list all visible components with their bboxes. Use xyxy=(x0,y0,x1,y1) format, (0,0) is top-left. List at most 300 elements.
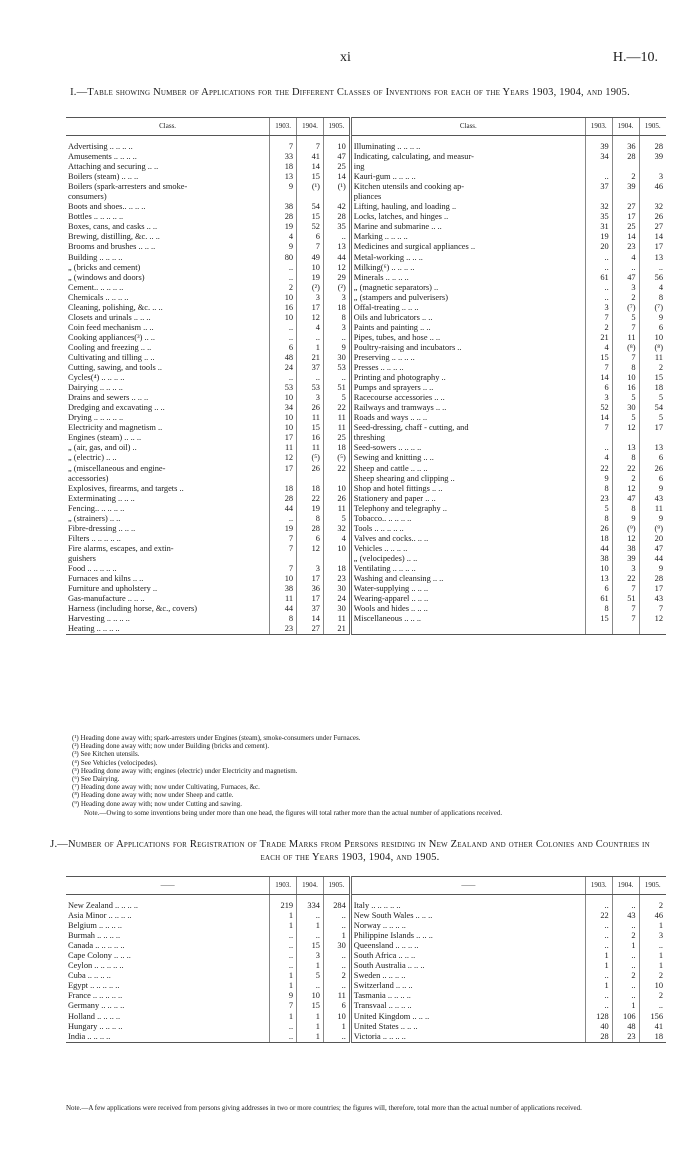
cell-label-left: Egypt .. .. .. .. .. xyxy=(68,981,120,991)
cell-label-right: Shop and hotel fittings .. .. xyxy=(350,484,585,494)
cell-value-1904-right: .. xyxy=(612,921,639,931)
cell-value-1903-left: 1 xyxy=(270,981,297,991)
cell-value-1905-left: 30 xyxy=(323,604,350,614)
table-row xyxy=(66,273,666,283)
cell-value-1905-right: 6 xyxy=(639,474,666,484)
cell-value-1903-right: 21 xyxy=(585,333,612,343)
cell-value-1905-left: 12 xyxy=(323,263,350,273)
cell-label-right: Offal-treating .. .. .. xyxy=(350,303,585,313)
cell-label-left: „ (bricks and cement) xyxy=(68,262,141,272)
cell-value-1905-left: 284 xyxy=(323,901,350,911)
page-header xyxy=(0,50,700,72)
cell-value-1905-right: 2 xyxy=(639,363,666,373)
document-reference: H.—10. xyxy=(612,50,658,65)
cell-value-1903-left xyxy=(270,474,297,484)
cell-value-1904-right: 8 xyxy=(612,453,639,463)
cell-label-right: South Africa .. .. .. xyxy=(350,951,585,961)
table-row xyxy=(66,594,666,604)
cell-label-left: Amusements .. .. .. .. xyxy=(68,152,137,162)
cell-value-1903-right: 22 xyxy=(585,911,612,921)
cell-value-1903-left: 53 xyxy=(270,383,297,393)
table-row xyxy=(66,323,666,333)
cell-value-1903-left: 7 xyxy=(270,142,297,152)
cell-value-1903-right: 8 xyxy=(585,484,612,494)
cell-value-1904-right: 3 xyxy=(612,283,639,293)
cell-label-right: Transvaal .. .. .. .. xyxy=(350,1001,585,1011)
cell-value-1904-right: 2 xyxy=(612,971,639,981)
cell-value-1905-right: 28 xyxy=(639,142,666,152)
cell-value-1903-left: 28 xyxy=(270,494,297,504)
cell-value-1904-left: 14 xyxy=(297,614,324,624)
table-row xyxy=(66,534,666,544)
cell-value-1903-right: 35 xyxy=(585,212,612,222)
cell-value-1904-left: (⁵) xyxy=(297,453,324,463)
cell-value-1903-left: 10 xyxy=(270,413,297,423)
table-row xyxy=(66,921,666,931)
table-row xyxy=(66,363,666,373)
cell-value-1903-left: 38 xyxy=(270,202,297,212)
table-row xyxy=(66,494,666,504)
cell-value-1905-left: 23 xyxy=(323,574,350,584)
cell-value-1903-left: 7 xyxy=(270,1001,297,1011)
cell-value-1905-left: 1 xyxy=(323,931,350,941)
table-row xyxy=(66,1032,666,1043)
cell-label-left: Cultivating and tilling .. .. xyxy=(68,352,155,362)
cell-value-1905-right: 9 xyxy=(639,564,666,574)
cell-value-1903-left: .. xyxy=(270,951,297,961)
inventions-table xyxy=(66,117,666,635)
cell-value-1904-right: 27 xyxy=(612,202,639,212)
cell-value-1905-right: 6 xyxy=(639,323,666,333)
cell-label-left: Boilers (steam) .. .. .. xyxy=(68,172,139,182)
cell-value-1903-right: 4 xyxy=(585,453,612,463)
cell-value-1903-right: .. xyxy=(585,443,612,453)
cell-value-1904-left: 49 xyxy=(297,253,324,263)
cell-value-1905-left xyxy=(323,192,350,202)
cell-label-right: Kitchen utensils and cooking ap- xyxy=(350,182,585,192)
cell-label-right: United States .. .. .. xyxy=(350,1022,585,1032)
cell-value-1903-left: .. xyxy=(270,263,297,273)
cell-value-1903-right: 44 xyxy=(585,544,612,554)
table-row xyxy=(66,1022,666,1032)
cell-label-right: Wearing-apparel .. .. .. xyxy=(350,594,585,604)
cell-label-left: Drying .. .. .. .. .. xyxy=(68,413,124,423)
cell-label-right: Roads and ways .. .. .. xyxy=(350,413,585,423)
cell-value-1904-left: .. xyxy=(297,981,324,991)
cell-value-1905-right: 18 xyxy=(639,383,666,393)
cell-value-1905-left: 25 xyxy=(323,433,350,443)
cell-label-right: Pumps and sprayers .. .. xyxy=(350,383,585,393)
cell-value-1904-right: 14 xyxy=(612,232,639,242)
cell-label-right: New South Wales .. .. .. xyxy=(350,911,585,921)
cell-value-1903-right: 13 xyxy=(585,574,612,584)
cell-value-1904-left: 54 xyxy=(297,202,324,212)
cell-value-1903-right: .. xyxy=(585,263,612,273)
cell-value-1903-left: 17 xyxy=(270,433,297,443)
cell-value-1904-left: 3 xyxy=(297,293,324,303)
cell-value-1903-left: 1 xyxy=(270,911,297,921)
cell-value-1903-right: 1 xyxy=(585,981,612,991)
cell-value-1905-right: 15 xyxy=(639,373,666,383)
cell-value-1904-left: 37 xyxy=(297,363,324,373)
cell-value-1905-left: 4 xyxy=(323,534,350,544)
cell-value-1904-right: .. xyxy=(612,991,639,1001)
cell-value-1905-left: 30 xyxy=(323,941,350,951)
cell-value-1904-right: 11 xyxy=(612,333,639,343)
cell-value-1903-left: 13 xyxy=(270,172,297,182)
cell-label-left: Heating .. .. .. .. xyxy=(66,624,270,635)
cell-value-1904-right: 7 xyxy=(612,323,639,333)
cell-label-left: Drains and sewers .. .. .. xyxy=(68,393,149,403)
table-i-title: I.—Table showing Number of Applications for the Different Classes of Inventions for each of the Years 1903, 1904, and 1905. xyxy=(70,87,630,98)
cell-value-1905-right: 26 xyxy=(639,212,666,222)
cell-value-1904-right: 4 xyxy=(612,253,639,263)
table-row xyxy=(66,514,666,524)
table-row xyxy=(66,142,666,152)
cell-label-right: Seed-sowers .. .. .. .. xyxy=(350,443,585,453)
cell-value-1904-left: 7 xyxy=(297,142,324,152)
cell-value-1904-left: (¹) xyxy=(297,182,324,192)
cell-value-1904-left: 10 xyxy=(297,263,324,273)
cell-value-1904-left: 6 xyxy=(297,232,324,242)
cell-value-1905-left: 28 xyxy=(323,212,350,222)
cell-label-right: Locks, latches, and hinges .. xyxy=(350,212,585,222)
year-1903-header-right: 1903. xyxy=(585,118,612,136)
cell-value-1904-left: 22 xyxy=(297,494,324,504)
table-row xyxy=(66,971,666,981)
table-row xyxy=(66,624,666,635)
cell-value-1904-right: 8 xyxy=(612,504,639,514)
cell-label-right: Italy .. .. .. .. .. xyxy=(350,901,585,911)
cell-value-1905-right: 1 xyxy=(639,951,666,961)
cell-value-1903-right: .. xyxy=(585,921,612,931)
table-row xyxy=(66,564,666,574)
cell-value-1905-right: 43 xyxy=(639,494,666,504)
cell-value-1905-left: 51 xyxy=(323,383,350,393)
cell-label-left: guishers xyxy=(68,553,96,563)
cell-value-1903-right: 3 xyxy=(585,303,612,313)
cell-label-left: Food .. .. .. .. .. xyxy=(68,563,117,573)
cell-value-1903-right: 1 xyxy=(585,951,612,961)
cell-value-1903-right: .. xyxy=(585,293,612,303)
cell-value-1903-left: 16 xyxy=(270,303,297,313)
cell-value-1903-right: 8 xyxy=(585,514,612,524)
cell-label-right: Poultry-raising and incubators .. xyxy=(350,343,585,353)
cell-value-1905-left: 11 xyxy=(323,413,350,423)
cell-value-1903-left xyxy=(270,192,297,202)
cell-value-1904-right: .. xyxy=(612,263,639,273)
cell-value-1903-left: 23 xyxy=(270,624,297,635)
cell-value-1903-left: 18 xyxy=(270,484,297,494)
cell-value-1903-left: .. xyxy=(270,1022,297,1032)
inventions-table-header xyxy=(66,118,666,136)
cell-value-1904-right: 1 xyxy=(612,941,639,951)
cell-value-1904-left: 3 xyxy=(297,951,324,961)
cell-value-1904-left: 15 xyxy=(297,423,324,433)
cell-value-1904-right: 17 xyxy=(612,212,639,222)
cell-label-right: South Australia .. .. .. xyxy=(350,961,585,971)
cell-value-1905-right: 39 xyxy=(639,152,666,162)
cell-value-1903-right: 10 xyxy=(585,564,612,574)
cell-value-1903-right: 39 xyxy=(585,142,612,152)
cell-value-1904-right: 1 xyxy=(612,1001,639,1011)
cell-value-1904-left: 3 xyxy=(297,393,324,403)
cell-value-1905-left: (⁵) xyxy=(323,453,350,463)
cell-value-1905-left: 53 xyxy=(323,363,350,373)
cell-value-1903-right: 7 xyxy=(585,313,612,323)
cell-value-1905-right: 3 xyxy=(639,931,666,941)
cell-value-1904-left: 17 xyxy=(297,303,324,313)
cell-label-left: Dredging and excavating .. .. xyxy=(68,403,165,413)
year-1905-header-right: 1905. xyxy=(639,877,666,895)
cell-value-1903-right: 6 xyxy=(585,383,612,393)
cell-label-left: Advertising .. .. .. .. xyxy=(68,142,133,151)
cell-value-1904-right: 22 xyxy=(612,464,639,474)
cell-value-1903-right: 15 xyxy=(585,614,612,624)
cell-value-1905-right: .. xyxy=(639,263,666,273)
table-row xyxy=(66,941,666,951)
cell-value-1903-left: 1 xyxy=(270,971,297,981)
cell-value-1905-left: .. xyxy=(323,981,350,991)
cell-value-1905-left: 8 xyxy=(323,313,350,323)
cell-value-1903-right: 52 xyxy=(585,403,612,413)
cell-value-1904-left: 1 xyxy=(297,921,324,931)
cell-value-1905-right: 46 xyxy=(639,182,666,192)
cell-label-right: Tobacco.. .. .. .. .. xyxy=(350,514,585,524)
cell-value-1905-left xyxy=(323,554,350,564)
table-row xyxy=(66,574,666,584)
table-i-footnotes xyxy=(66,734,666,817)
table-row xyxy=(66,951,666,961)
cell-value-1903-right: 61 xyxy=(585,594,612,604)
cell-value-1904-right: .. xyxy=(612,951,639,961)
cell-label-right: Water-supplying .. .. .. xyxy=(350,584,585,594)
cell-value-1903-right: 4 xyxy=(585,343,612,353)
cell-value-1904-right: (⁹) xyxy=(612,524,639,534)
cell-label-left: Canada .. .. .. .. .. xyxy=(68,941,125,951)
cell-value-1903-right: .. xyxy=(585,901,612,911)
table-row xyxy=(66,443,666,453)
table-row xyxy=(66,303,666,313)
cell-value-1904-left: 1 xyxy=(297,1032,324,1043)
cell-label-right: ing xyxy=(350,162,585,172)
cell-value-1904-left: 1 xyxy=(297,961,324,971)
cell-label-right: Minerals .. .. .. .. xyxy=(350,273,585,283)
table-row xyxy=(66,413,666,423)
cell-label-right: Racecourse accessories .. .. xyxy=(350,393,585,403)
cell-value-1903-left: 11 xyxy=(270,443,297,453)
cell-value-1903-left: .. xyxy=(270,273,297,283)
footnote: (³) See Kitchen utensils. xyxy=(72,750,140,759)
cell-value-1904-left: 14 xyxy=(297,162,324,172)
cell-label-left: Coin feed mechanism .. .. xyxy=(68,322,154,332)
cell-value-1904-left: 1 xyxy=(297,1012,324,1022)
cell-value-1904-left: 4 xyxy=(297,323,324,333)
cell-value-1905-left: .. xyxy=(323,1032,350,1043)
cell-label-left: Boilers (spark-arresters and smoke- xyxy=(68,182,188,192)
cell-value-1905-right: 5 xyxy=(639,393,666,403)
cell-label-right: Philippine Islands .. .. .. xyxy=(350,931,585,941)
cell-value-1905-left: 11 xyxy=(323,423,350,433)
table-row xyxy=(66,182,666,192)
cell-value-1903-right: 34 xyxy=(585,152,612,162)
cell-value-1905-right: 44 xyxy=(639,554,666,564)
cell-value-1905-right: 9 xyxy=(639,514,666,524)
cell-value-1903-left: 11 xyxy=(270,594,297,604)
cell-label-right: Railways and tramways .. .. xyxy=(350,403,585,413)
cell-value-1905-right: 47 xyxy=(639,544,666,554)
cell-value-1905-left: 11 xyxy=(323,504,350,514)
cell-value-1904-left: 53 xyxy=(297,383,324,393)
cell-value-1904-right: 3 xyxy=(612,564,639,574)
cell-label-left: accessories) xyxy=(68,473,109,483)
cell-label-left: Cleaning, polishing, &c. .. .. xyxy=(68,302,163,312)
cell-label-right: Illuminating .. .. .. .. xyxy=(350,142,585,152)
cell-value-1904-right: 47 xyxy=(612,273,639,283)
cell-value-1903-right: .. xyxy=(585,991,612,1001)
table-row xyxy=(66,981,666,991)
cell-value-1903-right: 14 xyxy=(585,413,612,423)
footnote-list xyxy=(66,734,666,808)
cell-value-1905-left: 10 xyxy=(323,544,350,554)
cell-value-1903-left: 7 xyxy=(270,534,297,544)
table-row xyxy=(66,333,666,343)
cell-value-1905-left: 10 xyxy=(323,142,350,152)
cell-value-1903-right: 18 xyxy=(585,534,612,544)
cell-value-1904-left: 11 xyxy=(297,413,324,423)
year-1905-header-left: 1905. xyxy=(323,118,350,136)
cell-value-1903-left: 4 xyxy=(270,232,297,242)
cell-value-1904-right: .. xyxy=(612,961,639,971)
cell-label-left: Asia Minor .. .. .. .. xyxy=(68,911,132,921)
cell-label-right: Valves and cocks.. .. .. xyxy=(350,534,585,544)
cell-value-1905-left: 10 xyxy=(323,1012,350,1022)
cell-value-1904-right xyxy=(612,433,639,443)
cell-value-1904-right: 48 xyxy=(612,1022,639,1032)
trade-marks-table-header xyxy=(66,877,666,895)
cell-label-left: Holland .. .. .. .. xyxy=(68,1011,121,1021)
cell-value-1903-right: 40 xyxy=(585,1022,612,1032)
cell-label-left: Brewing, distilling, &c. .. .. xyxy=(68,232,160,242)
cell-value-1905-left: 35 xyxy=(323,222,350,232)
table-row xyxy=(66,614,666,624)
cell-value-1903-right: .. xyxy=(585,253,612,263)
cell-value-1904-right xyxy=(612,162,639,172)
cell-value-1903-right: 14 xyxy=(585,373,612,383)
cell-label-left: Cutting, sawing, and tools .. xyxy=(68,363,162,373)
cell-value-1903-left: 19 xyxy=(270,222,297,232)
cell-value-1904-left xyxy=(297,474,324,484)
cell-value-1905-right: 8 xyxy=(639,293,666,303)
cell-label-left: India .. .. .. .. xyxy=(66,1032,270,1043)
cell-label-left: Boxes, cans, and casks .. .. xyxy=(68,222,158,232)
cell-value-1905-left: 6 xyxy=(323,1001,350,1011)
cell-value-1904-right: 106 xyxy=(612,1012,639,1022)
cell-label-left: Engines (steam) .. .. .. xyxy=(68,433,142,443)
cell-value-1905-right xyxy=(639,624,666,635)
cell-label-left: Harness (including horse, &c., covers) xyxy=(68,604,198,614)
cell-value-1905-right: 10 xyxy=(639,333,666,343)
table-row xyxy=(66,961,666,971)
trade-marks-table xyxy=(66,876,666,1043)
table-row xyxy=(66,253,666,263)
cell-value-1903-right: 26 xyxy=(585,524,612,534)
cell-value-1903-right: 9 xyxy=(585,474,612,484)
cell-label-left: consumers) xyxy=(68,192,107,202)
cell-label-right: Wools and hides .. .. .. xyxy=(350,604,585,614)
cell-label-left: New Zealand .. .. .. .. xyxy=(68,901,139,910)
cell-value-1903-left: 18 xyxy=(270,162,297,172)
cell-value-1904-right: 12 xyxy=(612,484,639,494)
cell-value-1904-left: 17 xyxy=(297,574,324,584)
cell-value-1904-right: 47 xyxy=(612,494,639,504)
blank-header-right: —— xyxy=(350,877,585,895)
cell-value-1903-left: 44 xyxy=(270,604,297,614)
cell-label-right: Indicating, calculating, and measur- xyxy=(350,152,585,162)
cell-value-1904-right: 2 xyxy=(612,474,639,484)
cell-value-1904-right: 22 xyxy=(612,574,639,584)
cell-value-1905-right: 11 xyxy=(639,353,666,363)
cell-value-1905-left: 3 xyxy=(323,293,350,303)
cell-label-right: Pipes, tubes, and hose .. .. xyxy=(350,333,585,343)
table-row xyxy=(66,423,666,433)
year-1905-header-right: 1905. xyxy=(639,118,666,136)
cell-label-left: Cooking appliances(³) .. .. xyxy=(68,332,155,342)
cell-value-1905-right: 17 xyxy=(639,584,666,594)
cell-value-1904-right: 9 xyxy=(612,514,639,524)
cell-value-1904-left: 10 xyxy=(297,991,324,1001)
cell-value-1903-right: 7 xyxy=(585,423,612,433)
cell-value-1904-right: 5 xyxy=(612,413,639,423)
cell-value-1903-left: .. xyxy=(270,941,297,951)
table-row xyxy=(66,373,666,383)
cell-value-1904-left: (²) xyxy=(297,283,324,293)
cell-label-left: Attaching and securing .. .. xyxy=(68,162,159,172)
cell-label-left: Closets and urinals .. .. .. xyxy=(68,312,151,322)
cell-value-1903-right xyxy=(585,192,612,202)
cell-value-1905-left: 1 xyxy=(323,1022,350,1032)
cell-value-1905-right: .. xyxy=(639,1001,666,1011)
cell-value-1904-right: 16 xyxy=(612,383,639,393)
cell-value-1904-left: 334 xyxy=(297,901,324,911)
table-row xyxy=(66,343,666,353)
cell-value-1903-right: 7 xyxy=(585,363,612,373)
cell-label-left: Dairying .. .. .. .. xyxy=(68,383,123,393)
footnote: (⁹) Heading done away with; now under Cutting and sawing. xyxy=(72,799,243,808)
cell-value-1904-left: .. xyxy=(297,911,324,921)
cell-value-1905-left: (¹) xyxy=(323,182,350,192)
cell-value-1903-right: 37 xyxy=(585,182,612,192)
cell-value-1903-right: .. xyxy=(585,1001,612,1011)
cell-value-1905-right: 41 xyxy=(639,1022,666,1032)
cell-value-1904-left: 15 xyxy=(297,172,324,182)
cell-value-1905-right: 27 xyxy=(639,222,666,232)
cell-label-left: „ (electric) .. .. xyxy=(68,453,117,463)
cell-value-1904-left: 15 xyxy=(297,212,324,222)
cell-value-1904-left: 12 xyxy=(297,313,324,323)
cell-value-1905-right: 17 xyxy=(639,242,666,252)
cell-value-1903-left: 2 xyxy=(270,283,297,293)
cell-value-1905-left: 5 xyxy=(323,514,350,524)
cell-value-1905-left: .. xyxy=(323,921,350,931)
cell-value-1904-right: 36 xyxy=(612,142,639,152)
cell-value-1904-right: 28 xyxy=(612,152,639,162)
cell-value-1904-right: 7 xyxy=(612,353,639,363)
cell-value-1905-right xyxy=(639,192,666,202)
cell-value-1905-left: 32 xyxy=(323,524,350,534)
cell-label-right: Victoria .. .. .. .. xyxy=(350,1032,585,1043)
cell-label-left: „ (air, gas, and oil) .. xyxy=(68,443,137,453)
